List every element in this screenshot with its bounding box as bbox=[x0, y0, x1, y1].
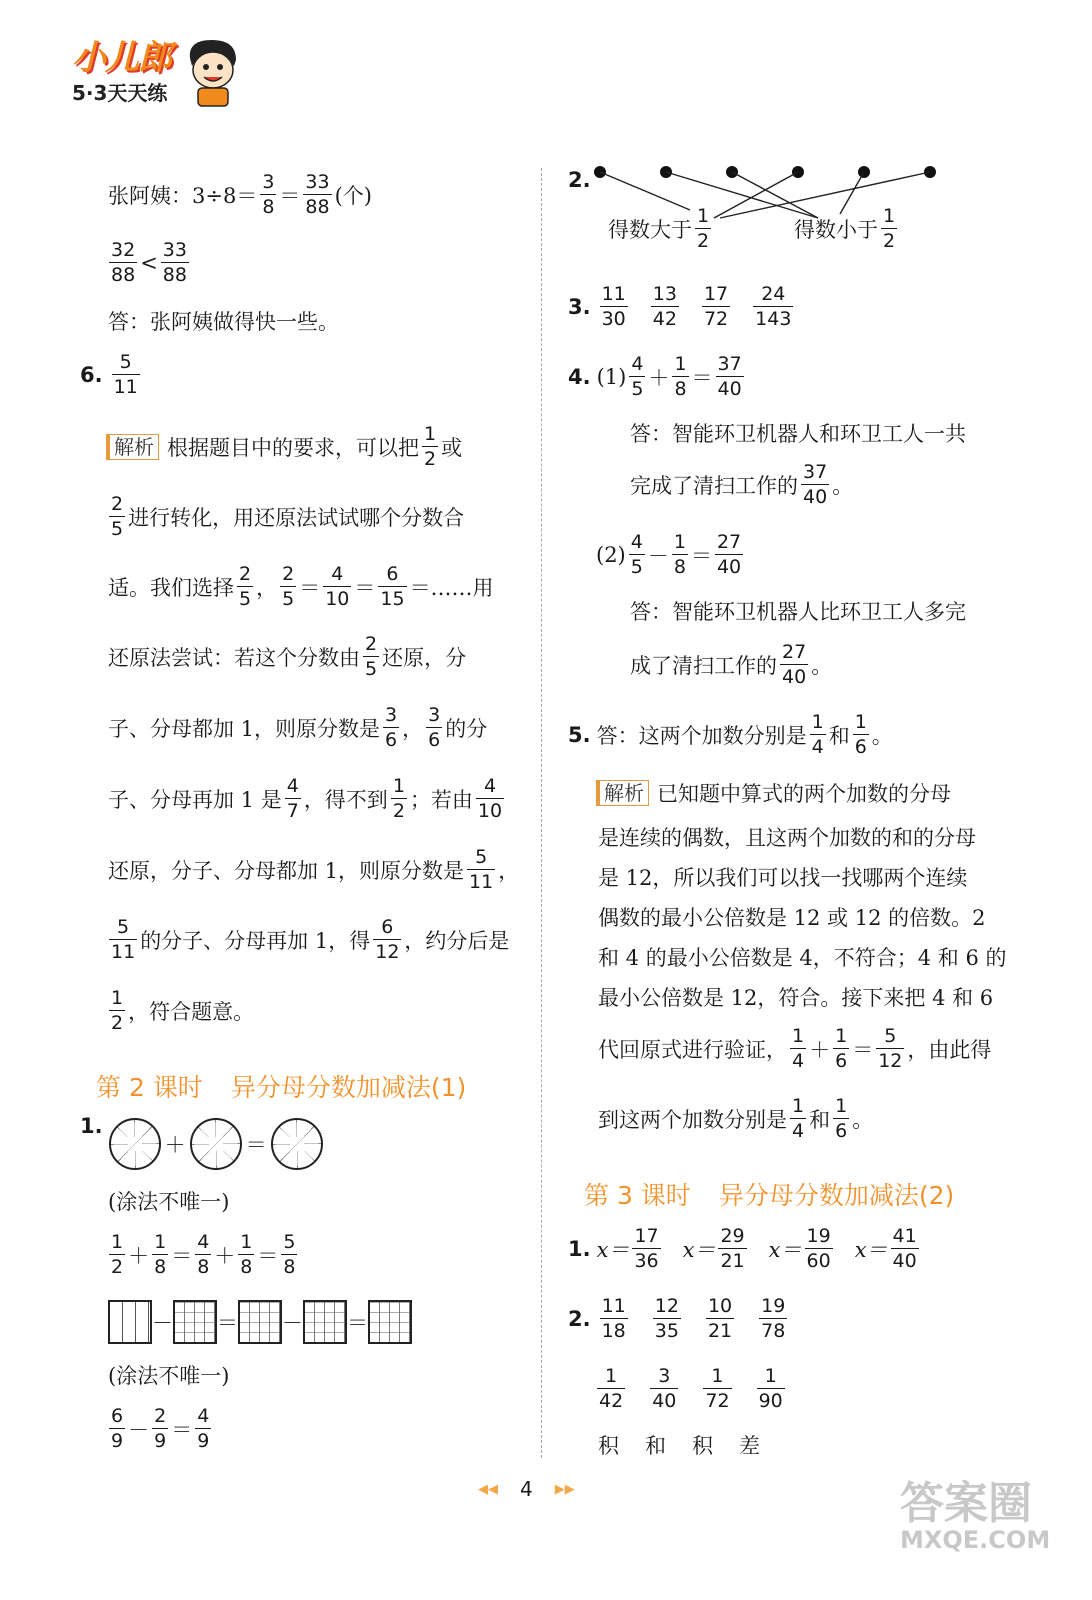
text: ＋ bbox=[809, 1038, 831, 1062]
left-line-2 bbox=[106, 238, 192, 288]
fraction: $\frac{1}{6}$ bbox=[835, 1095, 848, 1142]
fraction: $\frac{1}{4}$ bbox=[811, 711, 824, 758]
column-divider bbox=[541, 168, 542, 1458]
fraction: $\frac{24}{143}$ bbox=[755, 283, 792, 330]
analysis-line-8 bbox=[106, 915, 509, 965]
fraction: $\frac{3}{6}$ bbox=[385, 704, 398, 751]
lesson3-question-2-row-3 bbox=[598, 1430, 760, 1460]
analysis-line-2 bbox=[106, 492, 464, 542]
text: ＋ bbox=[164, 1133, 186, 1157]
fraction: $\frac{4}{7}$ bbox=[286, 775, 299, 822]
box-diagram bbox=[173, 1300, 217, 1344]
fraction: $\frac{1}{2}$ bbox=[697, 205, 710, 252]
text: 已知题中算式的两个加数的分母 bbox=[657, 782, 951, 806]
note: (涂法不唯一) bbox=[108, 1190, 230, 1214]
fraction: $\frac{32}{88}$ bbox=[111, 239, 136, 286]
analysis-right-line-1 bbox=[596, 778, 951, 808]
analysis-line-7 bbox=[108, 845, 519, 895]
analysis-line-9 bbox=[106, 986, 254, 1036]
text: 得数大于 bbox=[608, 218, 692, 242]
fraction: $\frac{5}{11}$ bbox=[113, 351, 138, 398]
fraction: $\frac{1}{8}$ bbox=[673, 531, 686, 578]
equation-1 bbox=[106, 1230, 300, 1280]
text: ＋ bbox=[214, 1244, 236, 1268]
lesson-title: 异分母分数加减法(2) bbox=[718, 1181, 955, 1210]
text: x＝ bbox=[596, 1238, 630, 1262]
text: 还原，分子、分母都加 1，则原分数是 bbox=[108, 859, 465, 883]
text: 或 bbox=[441, 436, 463, 460]
text: 子、分母都加 1，则原分数是 bbox=[108, 717, 381, 741]
analysis-line-6 bbox=[108, 774, 507, 824]
analysis-right-line-5: 和 4 的最小公倍数是 4，不符合；4 和 6 的 bbox=[598, 946, 1007, 970]
text: ＝ bbox=[171, 1418, 193, 1442]
question-3 bbox=[568, 282, 796, 332]
fraction: $\frac{2}{5}$ bbox=[365, 633, 378, 680]
fraction: $\frac{6}{15}$ bbox=[380, 563, 405, 610]
fraction: $\frac{1}{2}$ bbox=[424, 423, 437, 470]
analysis-line-3 bbox=[108, 562, 494, 612]
text: 代回原式进行验证， bbox=[598, 1038, 787, 1062]
analysis-right-line-7 bbox=[598, 1024, 991, 1074]
text: 得数小于 bbox=[794, 218, 878, 242]
fraction: $\frac{13}{42}$ bbox=[652, 283, 677, 330]
text: 积 bbox=[692, 1434, 713, 1458]
fraction: $\frac{1}{4}$ bbox=[792, 1025, 805, 1072]
text: (2) bbox=[596, 543, 626, 567]
analysis-right-line-4: 偶数的最小公倍数是 12 或 12 的倍数。2 bbox=[598, 906, 986, 930]
equation-2 bbox=[106, 1404, 214, 1454]
fraction: $\frac{33}{88}$ bbox=[162, 239, 187, 286]
analysis-line-4 bbox=[108, 632, 466, 682]
fraction: $\frac{27}{40}$ bbox=[716, 531, 742, 578]
fraction: $\frac{1}{8}$ bbox=[154, 1231, 167, 1278]
fraction: $\frac{3}{40}$ bbox=[652, 1365, 677, 1412]
fraction: $\frac{2}{5}$ bbox=[239, 563, 252, 610]
fraction: $\frac{27}{40}$ bbox=[782, 641, 807, 688]
text: 成了清扫工作的 bbox=[630, 654, 777, 678]
fraction: $\frac{11}{18}$ bbox=[601, 1295, 626, 1342]
lesson3-question-2-row-1 bbox=[568, 1294, 790, 1344]
text: x＝ bbox=[682, 1238, 716, 1262]
lesson-label: 第 3 课时 bbox=[584, 1181, 691, 1210]
text: ＋ bbox=[128, 1244, 150, 1268]
lesson-title: 异分母分数加减法(1) bbox=[230, 1073, 467, 1102]
fraction: $\frac{4}{9}$ bbox=[197, 1405, 210, 1452]
fraction: $\frac{1}{4}$ bbox=[792, 1095, 805, 1142]
question-number: 2. bbox=[568, 168, 591, 192]
circle-diagram bbox=[190, 1118, 242, 1170]
question-number: 2. bbox=[568, 1307, 591, 1331]
analysis-tag: 解析 bbox=[106, 434, 159, 460]
watermark-text: 答案圈 bbox=[900, 1478, 1032, 1529]
text: (个) bbox=[334, 184, 372, 208]
lesson-label: 第 2 课时 bbox=[96, 1073, 203, 1102]
text: ＝……用 bbox=[409, 576, 494, 600]
text: 。 bbox=[852, 1108, 874, 1132]
fraction: $\frac{37}{40}$ bbox=[717, 353, 742, 400]
box-diagram bbox=[368, 1300, 412, 1344]
analysis-right-line-6: 最小公倍数是 12，符合。接下来把 4 和 6 bbox=[598, 986, 994, 1010]
text: 。 bbox=[811, 654, 833, 678]
text: 差 bbox=[739, 1434, 760, 1458]
fraction: $\frac{17}{72}$ bbox=[703, 283, 729, 330]
text: ＝ bbox=[279, 184, 301, 208]
text: ， bbox=[402, 717, 424, 741]
text: ＝ bbox=[354, 576, 376, 600]
logo bbox=[72, 30, 171, 106]
fraction: $\frac{10}{21}$ bbox=[707, 1295, 733, 1342]
text: ，约分后是 bbox=[404, 929, 510, 953]
fraction: $\frac{2}{5}$ bbox=[111, 493, 124, 540]
box-diagram-row bbox=[108, 1298, 412, 1346]
text: ＝ bbox=[852, 1038, 874, 1062]
text: 和 bbox=[645, 1434, 666, 1458]
fraction: $\frac{17}{36}$ bbox=[634, 1225, 659, 1272]
fraction: $\frac{5}{12}$ bbox=[878, 1025, 903, 1072]
box-diagram bbox=[108, 1300, 152, 1344]
fraction: $\frac{4}{8}$ bbox=[197, 1231, 210, 1278]
text: ＝ bbox=[217, 1311, 238, 1335]
fraction: $\frac{5}{11}$ bbox=[111, 916, 136, 963]
fraction: $\frac{6}{9}$ bbox=[111, 1405, 124, 1452]
analysis-line-5 bbox=[108, 703, 487, 753]
page-number: 4 bbox=[520, 1477, 533, 1501]
prev-page-icon[interactable]: ◀◀ bbox=[478, 1481, 498, 1497]
fraction: $\frac{3}{8}$ bbox=[262, 171, 275, 218]
question-number: 5. bbox=[568, 723, 591, 747]
analysis-tag: 解析 bbox=[596, 780, 649, 806]
fraction: $\frac{12}{35}$ bbox=[654, 1295, 679, 1342]
text: ＋ bbox=[648, 366, 670, 390]
text: － bbox=[282, 1311, 303, 1335]
fraction: $\frac{1}{6}$ bbox=[854, 711, 867, 758]
logo-title: 小儿郎 bbox=[72, 38, 171, 78]
text: ＝ bbox=[347, 1311, 368, 1335]
text: 进行转化，用还原法试试哪个分数合 bbox=[128, 506, 465, 530]
fraction: $\frac{4}{5}$ bbox=[631, 353, 644, 400]
left-answer-1: 答：张阿姨做得快一些。 bbox=[108, 310, 339, 334]
circle-diagram bbox=[271, 1118, 323, 1170]
text: 和 bbox=[809, 1108, 831, 1132]
text: ，得不到 bbox=[303, 788, 388, 812]
text: 的分子、分母再加 1，得 bbox=[140, 929, 371, 953]
fraction: $\frac{4}{10}$ bbox=[477, 775, 503, 822]
answer-line bbox=[630, 460, 853, 510]
text: － bbox=[647, 544, 669, 568]
left-line-1 bbox=[108, 170, 372, 220]
text: (1) bbox=[596, 365, 627, 389]
text: 子、分母再加 1 是 bbox=[108, 788, 282, 812]
text: 根据题目中的要求，可以把 bbox=[167, 436, 419, 460]
analysis-right-line-3: 是 12，所以我们可以找一找哪两个连续 bbox=[598, 866, 968, 890]
fraction: $\frac{1}{2}$ bbox=[111, 987, 124, 1034]
question-6 bbox=[80, 350, 143, 400]
section-heading-lesson-2 bbox=[96, 1068, 466, 1104]
analysis-right-line-2: 是连续的偶数，且这两个加数的和的分母 bbox=[598, 826, 976, 850]
text: 和 bbox=[828, 724, 850, 748]
text: ＝ bbox=[171, 1244, 193, 1268]
watermark bbox=[900, 1480, 1050, 1554]
text: ，符合题意。 bbox=[128, 1000, 255, 1024]
text: 还原，分 bbox=[382, 646, 467, 670]
mascot-icon bbox=[184, 36, 242, 108]
fraction: $\frac{5}{8}$ bbox=[283, 1231, 296, 1278]
watermark-url: MXQE.COM bbox=[900, 1526, 1051, 1554]
match-label-less bbox=[794, 204, 900, 254]
text: 还原法尝试：若这个分数由 bbox=[108, 646, 360, 670]
fraction: $\frac{1}{2}$ bbox=[392, 775, 405, 822]
text: 积 bbox=[598, 1434, 619, 1458]
text: 到这两个加数分别是 bbox=[598, 1108, 787, 1132]
fraction: $\frac{1}{90}$ bbox=[758, 1365, 783, 1412]
text: 答：这两个加数分别是 bbox=[596, 724, 807, 748]
answer-text: 答：智能环卫机器人比环卫工人多完 bbox=[630, 600, 966, 624]
match-label-greater bbox=[608, 204, 714, 254]
text: 完成了清扫工作的 bbox=[630, 474, 798, 498]
fraction: $\frac{3}{6}$ bbox=[428, 704, 441, 751]
text: 适。我们选择 bbox=[108, 576, 234, 600]
fraction: $\frac{1}{2}$ bbox=[883, 205, 896, 252]
answer-text: 答：智能环卫机器人和环卫工人一共 bbox=[630, 422, 966, 446]
fraction: $\frac{2}{9}$ bbox=[154, 1405, 167, 1452]
next-page-icon[interactable]: ▶▶ bbox=[554, 1481, 575, 1497]
fraction: $\frac{1}{8}$ bbox=[674, 353, 687, 400]
section-heading-lesson-3 bbox=[584, 1176, 954, 1212]
text: ， bbox=[498, 859, 520, 883]
logo-subtitle: 5·3天天练 bbox=[72, 81, 168, 105]
text: ＝ bbox=[257, 1244, 279, 1268]
fraction: $\frac{11}{30}$ bbox=[601, 283, 626, 330]
lesson2-question-1 bbox=[80, 1114, 323, 1174]
fraction: $\frac{1}{8}$ bbox=[240, 1231, 253, 1278]
text: x＝ bbox=[854, 1238, 888, 1262]
box-diagram bbox=[303, 1300, 347, 1344]
fraction: $\frac{5}{11}$ bbox=[469, 846, 494, 893]
text: － bbox=[128, 1418, 150, 1442]
text: 。 bbox=[871, 724, 893, 748]
question-number: 1. bbox=[568, 1237, 591, 1261]
text: ＝ bbox=[690, 544, 712, 568]
fraction: $\frac{4}{10}$ bbox=[325, 563, 350, 610]
fraction: $\frac{19}{60}$ bbox=[806, 1225, 831, 1272]
circle-diagram bbox=[109, 1118, 161, 1170]
question-number: 6. bbox=[80, 363, 103, 387]
question-4-part-1 bbox=[568, 352, 747, 402]
lesson3-question-2-row-2 bbox=[594, 1364, 788, 1414]
text: ＝ bbox=[691, 366, 713, 390]
text: ＝ bbox=[299, 576, 321, 600]
fraction: $\frac{1}{72}$ bbox=[705, 1365, 730, 1412]
fraction: $\frac{1}{6}$ bbox=[835, 1025, 848, 1072]
fraction: $\frac{33}{88}$ bbox=[305, 171, 330, 218]
lesson3-question-1 bbox=[568, 1224, 922, 1274]
fraction: $\frac{4}{5}$ bbox=[630, 531, 643, 578]
question-number: 4. bbox=[568, 365, 591, 389]
text: ；若由 bbox=[409, 788, 473, 812]
fraction: $\frac{1}{42}$ bbox=[599, 1365, 624, 1412]
box-diagram bbox=[238, 1300, 282, 1344]
text: 张阿姨：3÷8＝ bbox=[108, 184, 258, 208]
answer-line bbox=[630, 640, 832, 690]
fraction: $\frac{37}{40}$ bbox=[803, 461, 828, 508]
text: － bbox=[152, 1311, 173, 1335]
note: (涂法不唯一) bbox=[108, 1364, 230, 1388]
page-footer bbox=[478, 1474, 575, 1504]
analysis-right-line-8 bbox=[598, 1094, 873, 1144]
analysis-line-1 bbox=[106, 422, 462, 472]
question-4-part-2 bbox=[596, 530, 746, 580]
text: ，由此得 bbox=[907, 1038, 992, 1062]
fraction: $\frac{6}{12}$ bbox=[375, 916, 400, 963]
fraction: $\frac{1}{2}$ bbox=[111, 1231, 124, 1278]
text: x＝ bbox=[768, 1238, 802, 1262]
less-than: < bbox=[140, 251, 158, 275]
fraction: $\frac{29}{21}$ bbox=[720, 1225, 745, 1272]
text: 的分 bbox=[445, 717, 488, 741]
question-5 bbox=[568, 710, 893, 760]
text: ＝ bbox=[245, 1133, 267, 1157]
fraction: $\frac{19}{78}$ bbox=[761, 1295, 786, 1342]
fraction: $\frac{41}{40}$ bbox=[892, 1225, 917, 1272]
question-number: 3. bbox=[568, 295, 591, 319]
text: ， bbox=[256, 576, 278, 600]
fraction: $\frac{2}{5}$ bbox=[282, 563, 295, 610]
question-number: 1. bbox=[80, 1114, 103, 1138]
text: 。 bbox=[832, 474, 854, 498]
